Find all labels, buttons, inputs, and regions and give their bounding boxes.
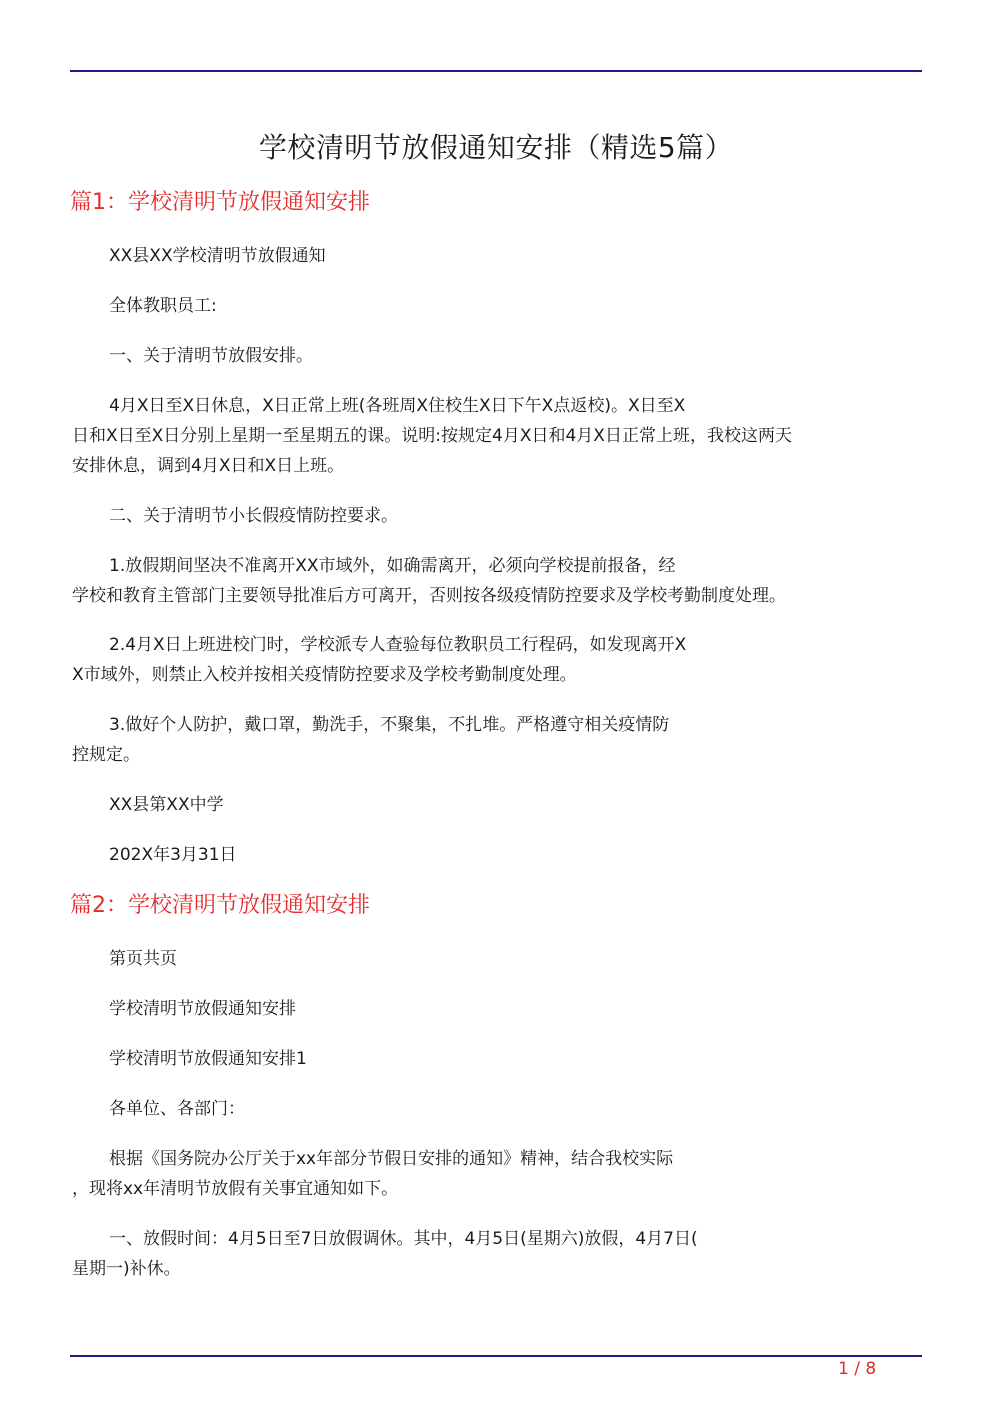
paragraph [72, 1224, 912, 1284]
paragraph-text: 日和X日至X日分别上星期一至星期五的课。说明:按规定4月X日和4月X日正常上班，我校这两天 [72, 426, 792, 446]
paragraph-text: 2.4月X日上班进校门时，学校派专人查验每位教职员工行程码，如发现离开X [109, 635, 687, 655]
page-indicator: 1 / 8 [838, 1359, 877, 1379]
paragraph-text: X市域外，则禁止入校并按相关疫情防控要求及学校考勤制度处理。 [72, 665, 577, 685]
paragraph-text: 第页共页 [109, 949, 177, 969]
section-heading-1: 篇1：学校清明节放假通知安排 [70, 190, 370, 215]
paragraph [72, 291, 912, 321]
paragraph [72, 840, 912, 870]
paragraph [72, 241, 912, 271]
paragraph-text: XX县XX学校清明节放假通知 [109, 246, 326, 266]
paragraph-text: 4月X日至X日休息，X日正常上班(各班周X住校生X日下午X点返校)。X日至X [109, 396, 686, 416]
paragraph-text: 控规定。 [72, 745, 140, 765]
paragraph-text: ，现将xx年清明节放假有关事宜通知如下。 [72, 1179, 399, 1199]
paragraph-text: 一、关于清明节放假安排。 [109, 346, 313, 366]
header-rule [70, 70, 922, 72]
paragraph-text: 一、放假时间：4月5日至7日放假调休。其中，4月5日(星期六)放假，4月7日( [109, 1229, 698, 1249]
paragraph-text: 全体教职员工: [109, 296, 217, 316]
paragraph [72, 630, 912, 690]
paragraph-text: 学校清明节放假通知安排 [109, 999, 296, 1019]
paragraph-text: 星期一)补休。 [72, 1259, 181, 1279]
document-title: 学校清明节放假通知安排（精选5篇） [258, 131, 734, 164]
paragraph [72, 1044, 912, 1074]
paragraph [72, 1094, 912, 1124]
paragraph-text: 根据《国务院办公厅关于xx年部分节假日安排的通知》精神，结合我校实际 [109, 1149, 674, 1169]
paragraph-text: XX县第XX中学 [109, 795, 224, 815]
footer-rule [70, 1355, 922, 1357]
paragraph [72, 391, 912, 481]
paragraph [72, 501, 912, 531]
paragraph [72, 710, 912, 770]
paragraph [72, 341, 912, 371]
paragraph [72, 994, 912, 1024]
paragraph [72, 944, 912, 974]
paragraph-text: 各单位、各部门： [109, 1099, 245, 1119]
paragraph-text: 安排休息，调到4月X日和X日上班。 [72, 456, 345, 476]
paragraph [72, 551, 912, 611]
paragraph [72, 1144, 912, 1204]
paragraph-text: 二、关于清明节小长假疫情防控要求。 [109, 506, 398, 526]
paragraph-text: 3.做好个人防护，戴口罩，勤洗手，不聚集，不扎堆。严格遵守相关疫情防 [109, 715, 670, 735]
paragraph-text: 202X年3月31日 [109, 845, 237, 865]
section-heading-2: 篇2：学校清明节放假通知安排 [70, 893, 370, 918]
paragraph-text: 1.放假期间坚决不准离开XX市域外，如确需离开，必须向学校提前报备，经 [109, 556, 676, 576]
paragraph-text: 学校和教育主管部门主要领导批准后方可离开，否则按各级疫情防控要求及学校考勤制度处理。 [72, 586, 786, 606]
paragraph [72, 790, 912, 820]
paragraph-text: 学校清明节放假通知安排1 [109, 1049, 307, 1069]
